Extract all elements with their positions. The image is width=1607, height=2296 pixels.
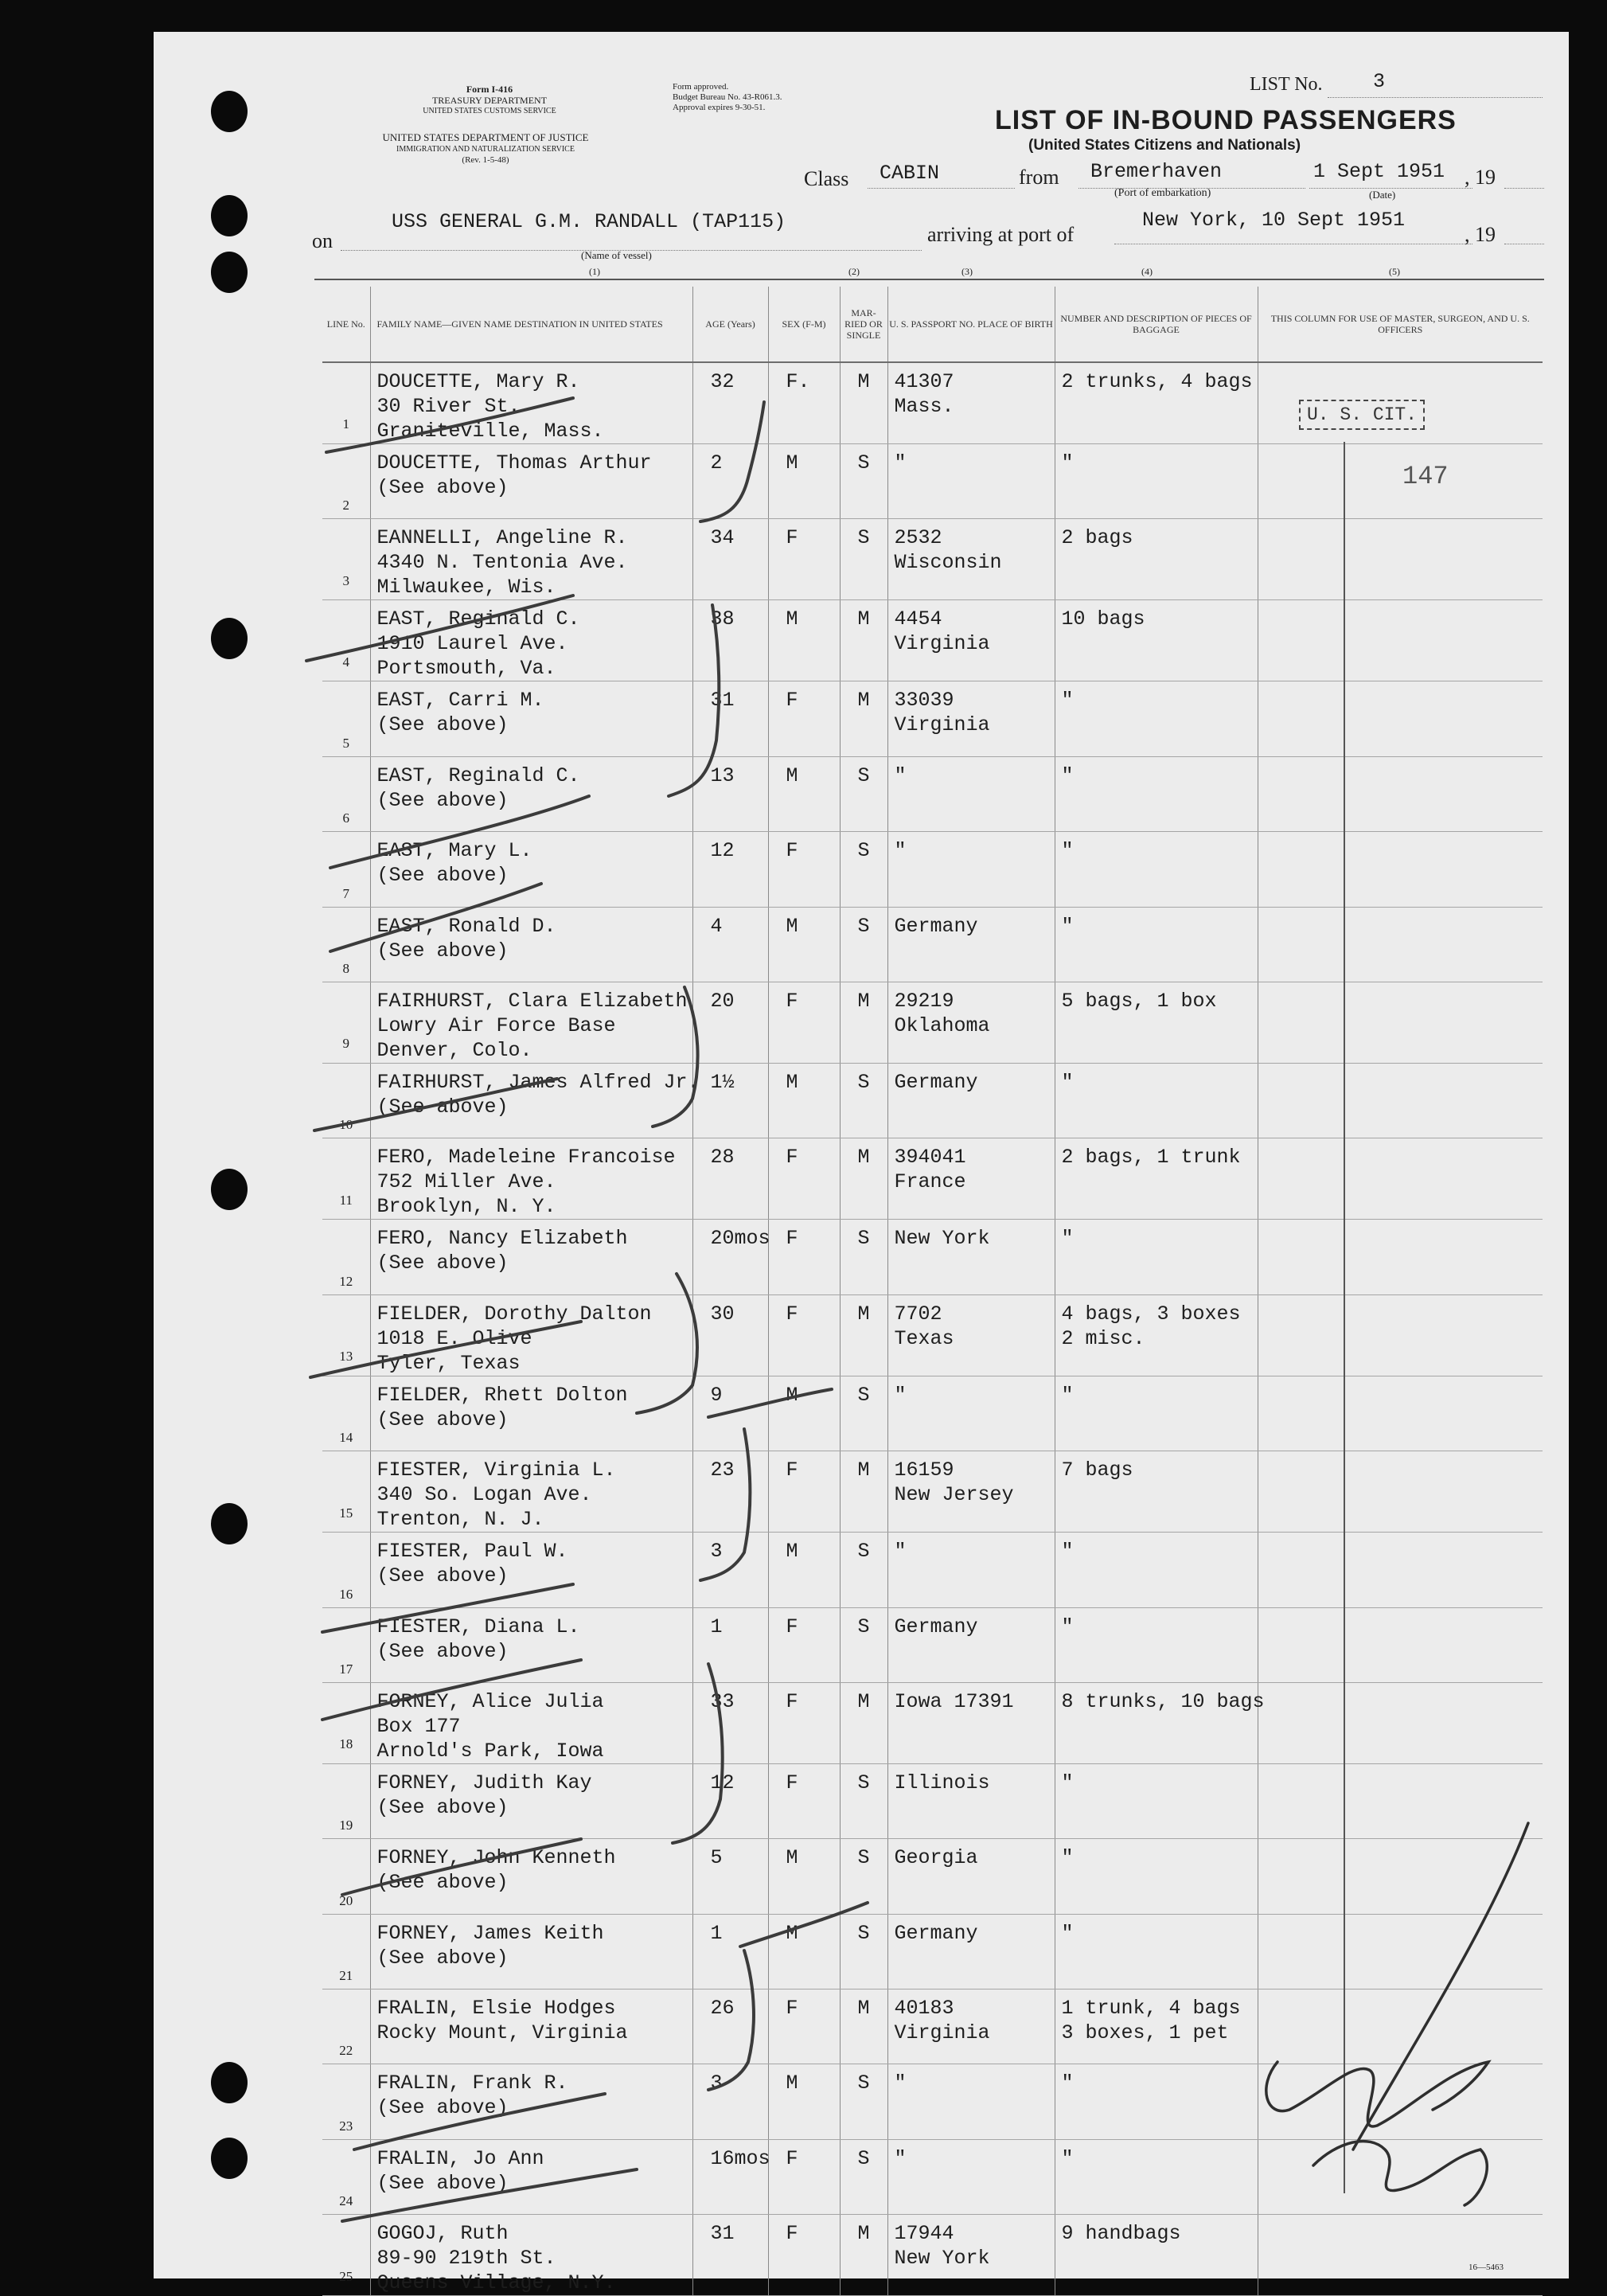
cell-line: " [1061, 1383, 1074, 1407]
cell-line: Graniteville, Mass. [376, 420, 604, 443]
column-number: (1) [589, 266, 600, 277]
sex: M [786, 607, 798, 631]
cell-line: (See above) [376, 2171, 509, 2195]
cell-line: FRALIN, Jo Ann [376, 2146, 544, 2170]
approval-line: Budget Bureau No. 43-R061.3. [673, 92, 782, 102]
cell-line: FAIRHURST, Clara Elizabeth [376, 989, 688, 1013]
cell-line: " [1061, 1771, 1074, 1794]
sex: M [786, 1383, 798, 1407]
cell-line: EAST, Carri M. [376, 689, 544, 713]
cell-line: 9 handbags [1061, 2222, 1181, 2246]
cell-line: " [1061, 763, 1074, 787]
line-number: 9 [342, 1036, 349, 1052]
header-officers: THIS COLUMN FOR USE OF MASTER, SURGEON, AND U. S. OFFICERS [1258, 287, 1543, 362]
age: 9 [710, 1383, 723, 1407]
age: 12 [710, 839, 735, 863]
cell-line: " [894, 451, 907, 474]
cell-line: Box 177 [376, 1714, 461, 1738]
marital-status: S [857, 1771, 870, 1794]
cell-line: Oklahoma [894, 1013, 990, 1037]
port-caption: (Port of embarkation) [1114, 187, 1211, 199]
cell-line: Wisconsin [894, 551, 1002, 575]
cell-line: (See above) [376, 1564, 509, 1588]
cell-line: FIESTER, Virginia L. [376, 1458, 616, 1482]
cell-line: " [1061, 839, 1074, 863]
sex: F [786, 989, 798, 1013]
cell-line: New York [894, 2247, 990, 2271]
cell-line: FIELDER, Dorothy Dalton [376, 1302, 652, 1326]
date-value: 1 Sept 1951 [1313, 160, 1445, 183]
cell-line: FERO, Nancy Elizabeth [376, 1227, 628, 1251]
cell-line: (See above) [376, 1795, 509, 1819]
cell-line: EAST, Mary L. [376, 839, 532, 863]
cell-line: " [1061, 1540, 1074, 1564]
cell-line: Germany [894, 914, 978, 938]
header-baggage: NUMBER AND DESCRIPTION OF PIECES OF BAGGAGE [1055, 287, 1258, 362]
vessel-value: USS GENERAL G.M. RANDALL (TAP115) [392, 210, 786, 233]
cell-line: (See above) [376, 1251, 509, 1275]
cell-line: Lowry Air Force Base [376, 1013, 616, 1037]
cell-line: 29219 [894, 989, 954, 1013]
cell-line: Denver, Colo. [376, 1038, 532, 1062]
footer-code: 16—5463 [1469, 2263, 1504, 2272]
cell-line: 4454 [894, 607, 942, 631]
column-number: (5) [1389, 266, 1400, 277]
cell-line: " [1061, 1070, 1074, 1094]
cell-line: Milwaukee, Wis. [376, 576, 556, 599]
marital-status: S [857, 2146, 870, 2170]
line-number: 8 [342, 960, 349, 976]
vessel-caption: (Name of vessel) [581, 249, 652, 261]
cell-line: FRALIN, Elsie Hodges [376, 1997, 616, 2021]
sex: M [786, 1921, 798, 1945]
cell-line: " [1061, 689, 1074, 713]
cell-line: (See above) [376, 939, 509, 963]
marital-status: S [857, 1615, 870, 1638]
cell-line: " [894, 1383, 907, 1407]
age: 2 [710, 451, 723, 474]
marital-status: M [857, 1689, 870, 1713]
age: 33 [710, 1689, 735, 1713]
marital-status: S [857, 526, 870, 550]
cell-line: France [894, 1170, 966, 1194]
sex: M [786, 763, 798, 787]
class-label: Class [804, 167, 849, 190]
arrival-value: New York, 10 Sept 1951 [1142, 209, 1406, 232]
cell-line: 33039 [894, 689, 954, 713]
sex: F [786, 1771, 798, 1794]
age: 1 [710, 1921, 723, 1945]
marital-status: S [857, 839, 870, 863]
cell-line: EAST, Ronald D. [376, 914, 556, 938]
cell-line: 1 trunk, 4 bags [1061, 1997, 1241, 2021]
cell-line: 4 bags, 3 boxes [1061, 1302, 1241, 1326]
cell-line: " [894, 839, 907, 863]
marital-status: M [857, 1997, 870, 2021]
cell-line: Germany [894, 1070, 978, 1094]
line-number: 12 [339, 1273, 353, 1289]
cell-line: 2 trunks, 4 bags [1061, 370, 1253, 393]
line-number: 4 [342, 654, 349, 670]
cell-line: FORNEY, Judith Kay [376, 1771, 592, 1794]
sex: F [786, 1689, 798, 1713]
column-number: (4) [1141, 266, 1153, 277]
cell-line: FIESTER, Paul W. [376, 1540, 568, 1564]
cell-line: Mass. [894, 395, 954, 418]
cell-line: " [1061, 2146, 1074, 2170]
sex: F [786, 526, 798, 550]
line-number: 2 [342, 498, 349, 513]
cell-line: (See above) [376, 1946, 509, 1970]
approval-line: Form approved. [673, 82, 729, 92]
cell-line: Queens Village, N.Y. [376, 2271, 616, 2295]
cell-line: FORNEY, John Kenneth [376, 1846, 616, 1870]
rev-date: (Rev. 1-5-48) [462, 155, 509, 165]
line-number: 14 [339, 1430, 353, 1446]
marital-status: M [857, 1302, 870, 1326]
arriving-label: arriving at port of [927, 223, 1075, 246]
header-line: LINE No. [322, 287, 370, 362]
line-number: 1 [342, 416, 349, 432]
justice-dept: UNITED STATES DEPARTMENT OF JUSTICE [382, 131, 589, 143]
cell-line: EAST, Reginald C. [376, 763, 580, 787]
line-number: 19 [339, 1818, 353, 1833]
cell-line: EAST, Reginald C. [376, 607, 580, 631]
on-label: on [312, 229, 333, 252]
cell-line: 394041 [894, 1146, 966, 1169]
cell-line: (See above) [376, 1095, 509, 1119]
cell-line: Virginia [894, 2021, 990, 2045]
cell-line: 8 trunks, 10 bags [1061, 1689, 1265, 1713]
sex: F [786, 1997, 798, 2021]
marital-status: S [857, 1383, 870, 1407]
cell-line: Texas [894, 1326, 954, 1350]
cell-line: " [1061, 451, 1074, 474]
cell-line: 7702 [894, 1302, 942, 1326]
cell-line: Rocky Mount, Virginia [376, 2021, 628, 2045]
age: 20 [710, 989, 735, 1013]
cell-line: (See above) [376, 864, 509, 888]
sex: F [786, 689, 798, 713]
line-number: 16 [339, 1586, 353, 1602]
line-number: 17 [339, 1661, 353, 1677]
ins-service: IMMIGRATION AND NATURALIZATION SERVICE [396, 145, 575, 154]
cell-line: " [894, 2146, 907, 2170]
line-number: 5 [342, 735, 349, 751]
marital-status: S [857, 1070, 870, 1094]
cell-line: 17944 [894, 2222, 954, 2246]
age: 28 [710, 1146, 735, 1169]
line-number: 24 [339, 2193, 353, 2209]
cell-line: FIELDER, Rhett Dolton [376, 1383, 628, 1407]
sex: M [786, 1540, 798, 1564]
arrival-year-label: , 19 [1465, 223, 1496, 246]
cell-line: 40183 [894, 1997, 954, 2021]
marital-status: S [857, 1921, 870, 1945]
line-number: 18 [339, 1736, 353, 1752]
line-number: 7 [342, 885, 349, 901]
age: 31 [710, 689, 735, 713]
page-subtitle: (United States Citizens and Nationals) [1028, 137, 1301, 154]
cell-line: 1910 Laurel Ave. [376, 632, 568, 656]
marital-status: S [857, 914, 870, 938]
list-no-value: 3 [1373, 70, 1386, 93]
age: 1 [710, 1615, 723, 1638]
cell-line: " [894, 2071, 907, 2095]
cell-line: Germany [894, 1921, 978, 1945]
sex: F [786, 2222, 798, 2246]
cell-line: Virginia [894, 713, 990, 737]
marital-status: M [857, 607, 870, 631]
sex: F. [786, 370, 810, 393]
from-value: Bremerhaven [1090, 160, 1223, 183]
age: 13 [710, 763, 735, 787]
marital-status: M [857, 1146, 870, 1169]
sex: F [786, 1146, 798, 1169]
form-number: Form I-416 [466, 84, 513, 95]
age: 20mos [710, 1227, 770, 1251]
cell-line: 16159 [894, 1458, 954, 1482]
marital-status: S [857, 1540, 870, 1564]
marital-status: S [857, 2071, 870, 2095]
cell-line: 41307 [894, 370, 954, 393]
marital-status: S [857, 1846, 870, 1870]
marital-status: M [857, 1458, 870, 1482]
line-number: 15 [339, 1505, 353, 1521]
cell-line: " [1061, 914, 1074, 938]
cell-line: " [894, 763, 907, 787]
cell-line: (See above) [376, 713, 509, 737]
marital-status: S [857, 763, 870, 787]
sex: M [786, 1070, 798, 1094]
treasury-dept: TREASURY DEPARTMENT [431, 95, 548, 106]
column-number: (3) [961, 266, 973, 277]
cell-line: " [1061, 1846, 1074, 1870]
cell-line: Iowa 17391 [894, 1689, 1014, 1713]
us-citizen-stamp: U. S. CIT. [1299, 400, 1425, 430]
age: 3 [710, 1540, 723, 1564]
cell-line: FAIRHURST, James Alfred Jr. [376, 1070, 700, 1094]
page-title: LIST OF IN-BOUND PASSENGERS [995, 105, 1457, 135]
age: 5 [710, 1846, 723, 1870]
line-number: 13 [339, 1349, 353, 1365]
line-number: 10 [339, 1117, 353, 1133]
cell-line: Arnold's Park, Iowa [376, 1739, 604, 1763]
header-married: MAR- RIED OR SINGLE [840, 287, 887, 362]
cell-line: (See above) [376, 476, 509, 499]
sex: F [786, 1615, 798, 1638]
cell-line: New Jersey [894, 1483, 1014, 1507]
officer-count-number: 147 [1402, 462, 1449, 491]
age: 4 [710, 914, 723, 938]
cell-line: 340 So. Logan Ave. [376, 1483, 592, 1507]
cell-line: " [1061, 1227, 1074, 1251]
age: 16mos [710, 2146, 770, 2170]
sex: F [786, 1227, 798, 1251]
line-number: 21 [339, 1968, 353, 1984]
cell-line: GOGOJ, Ruth [376, 2222, 509, 2246]
age: 26 [710, 1997, 735, 2021]
cell-line: FERO, Madeleine Francoise [376, 1146, 676, 1169]
class-value: CABIN [880, 162, 940, 185]
sex: F [786, 2146, 798, 2170]
line-number: 20 [339, 1892, 353, 1908]
cell-line: FORNEY, Alice Julia [376, 1689, 604, 1713]
cell-line: EANNELLI, Angeline R. [376, 526, 628, 550]
marital-status: S [857, 451, 870, 474]
cell-line: 2532 [894, 526, 942, 550]
cell-line: 30 River St. [376, 395, 521, 418]
marital-status: M [857, 989, 870, 1013]
header-passport: U. S. PASSPORT NO. PLACE OF BIRTH [887, 287, 1055, 362]
cell-line: (See above) [376, 1408, 509, 1431]
line-number: 6 [342, 810, 349, 826]
sex: M [786, 2071, 798, 2095]
cell-line: FIESTER, Diana L. [376, 1615, 580, 1638]
cell-line: Trenton, N. J. [376, 1508, 544, 1532]
cell-line: Tyler, Texas [376, 1351, 521, 1375]
age: 1½ [710, 1070, 735, 1094]
cell-line: " [1061, 2071, 1074, 2095]
line-number: 22 [339, 2043, 353, 2059]
from-label: from [1019, 166, 1059, 189]
year-label: , 19 [1465, 166, 1496, 189]
marital-status: S [857, 1227, 870, 1251]
line-number: 23 [339, 2118, 353, 2134]
cell-line: 2 misc. [1061, 1326, 1145, 1350]
header-age: AGE (Years) [692, 287, 768, 362]
cell-line: FORNEY, James Keith [376, 1921, 604, 1945]
cell-line: 5 bags, 1 box [1061, 989, 1217, 1013]
age: 38 [710, 607, 735, 631]
line-number: 3 [342, 572, 349, 588]
cell-line: DOUCETTE, Mary R. [376, 370, 580, 393]
cell-line: (See above) [376, 2096, 509, 2120]
cell-line: 4340 N. Tentonia Ave. [376, 551, 628, 575]
cell-line: " [1061, 1615, 1074, 1638]
cell-line: (See above) [376, 788, 509, 812]
cell-line: 10 bags [1061, 607, 1145, 631]
cell-line: 89-90 219th St. [376, 2247, 556, 2271]
cell-line: New York [894, 1227, 990, 1251]
list-no-label: LIST No. [1250, 74, 1323, 95]
cell-line: Virginia [894, 632, 990, 656]
cell-line: 2 bags, 1 trunk [1061, 1146, 1241, 1169]
marital-status: M [857, 370, 870, 393]
age: 31 [710, 2222, 735, 2246]
line-number: 11 [339, 1192, 353, 1208]
cell-line: " [1061, 1921, 1074, 1945]
header-name: FAMILY NAME—GIVEN NAME DESTINATION IN UNITED STATES [370, 287, 692, 362]
cell-line: 7 bags [1061, 1458, 1133, 1482]
cell-line: FRALIN, Frank R. [376, 2071, 568, 2095]
sex: M [786, 451, 798, 474]
cell-line: Portsmouth, Va. [376, 657, 556, 681]
sex: F [786, 839, 798, 863]
sex: M [786, 1846, 798, 1870]
age: 34 [710, 526, 735, 550]
approval-line: Approval expires 9-30-51. [673, 103, 766, 112]
cell-line: 752 Miller Ave. [376, 1170, 556, 1194]
cell-line: 3 boxes, 1 pet [1061, 2021, 1229, 2045]
cell-line: Georgia [894, 1846, 978, 1870]
cell-line: 2 bags [1061, 526, 1133, 550]
sex: M [786, 914, 798, 938]
age: 23 [710, 1458, 735, 1482]
sex: F [786, 1458, 798, 1482]
header-sex: SEX (F-M) [768, 287, 840, 362]
line-number: 25 [339, 2268, 353, 2284]
cell-line: (See above) [376, 1639, 509, 1663]
column-number: (2) [848, 266, 860, 277]
customs-service: UNITED STATES CUSTOMS SERVICE [423, 107, 556, 115]
cell-line: " [894, 1540, 907, 1564]
age: 12 [710, 1771, 735, 1794]
date-caption: (Date) [1369, 189, 1396, 201]
cell-line: Illinois [894, 1771, 990, 1794]
marital-status: M [857, 2222, 870, 2246]
cell-line: DOUCETTE, Thomas Arthur [376, 451, 652, 474]
cell-line: Germany [894, 1615, 978, 1638]
cell-line: Brooklyn, N. Y. [376, 1195, 556, 1219]
cell-line: 1018 E. Olive [376, 1326, 532, 1350]
cell-line: (See above) [376, 1871, 509, 1895]
age: 30 [710, 1302, 735, 1326]
sex: F [786, 1302, 798, 1326]
marital-status: M [857, 689, 870, 713]
age: 32 [710, 370, 735, 393]
age: 3 [710, 2071, 723, 2095]
